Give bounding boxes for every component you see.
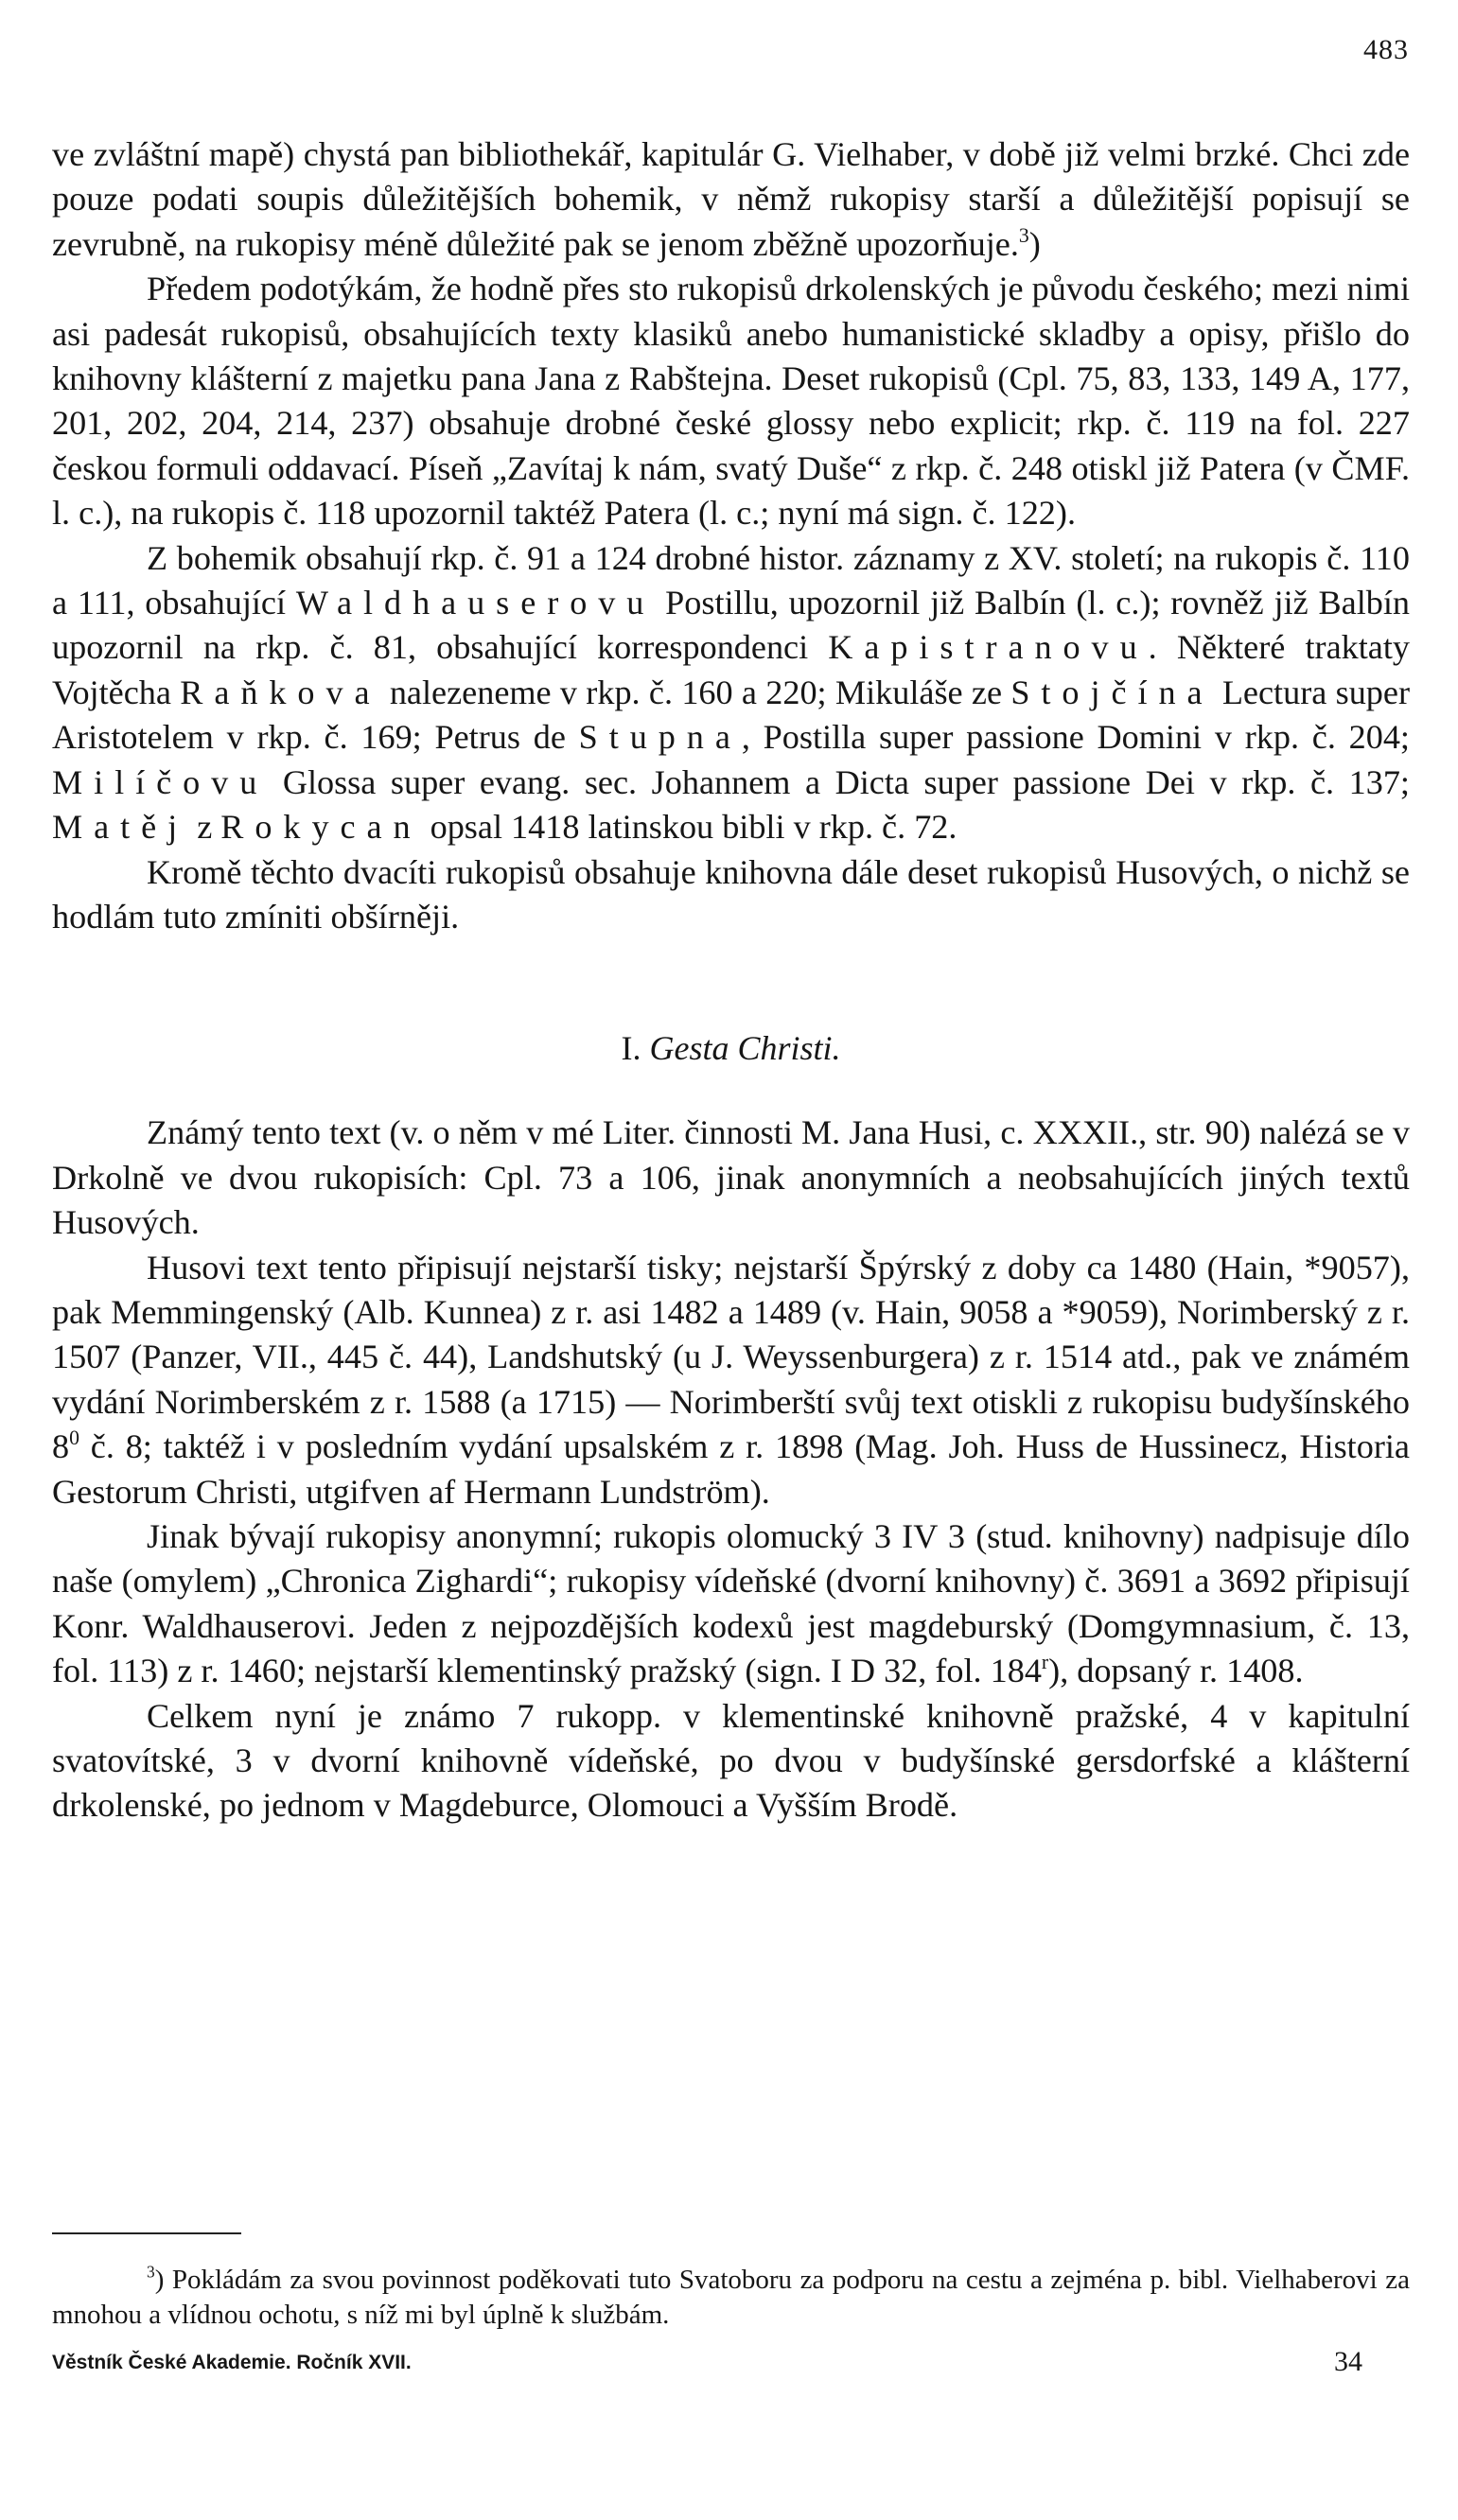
footnote-marker: 3 [147, 2262, 155, 2282]
spaced-name: Kapistranovu [828, 628, 1149, 667]
footnote-text: ) Pokládám za svou povinnost poděkovati tuto Svatoboru za podporu na cestu a zejména p. bibl. Vielhaberovi za mnohou a vlídnou ochotu, s níž mi byl úplně k službám. [52, 2265, 1410, 2330]
footnote [52, 2263, 1410, 2333]
paragraph [52, 1514, 1410, 1694]
footer [52, 2346, 1410, 2377]
text-run: Celkem nyní je známo 7 rukopp. v klementinské knihovně pražské, 4 v kapitulní svatovítské, 3 v dvorní knihovně vídeňské, po dvou v budyšínské gersdorfské a klášterní drkolenské, po jednom v Magdeburce, Olomouci a Vyšším Brodě. [52, 1696, 1410, 1825]
superscript: 0 [69, 1426, 79, 1450]
text-run: Předem podotýkám, že hodně přes sto rukopisů drkolenských je původu českého; mezi nimi asi padesát rukopisů, obsahujících texty klasiků anebo humanistické skladby a opisy, přišlo do knihovny klášterní z majetku pana Jana z Rabštejna. Deset rukopisů (Cpl. 75, 83, 133, 149 A, 177, 201, 202, 204, 214, 237) obsahuje drobné české glossy nebo explicit; rkp. č. 119 na fol. 227 českou formuli oddavací. Píseň „Zavítaj k nám, svatý Duše“ z rkp. č. 248 otiskl již Patera (v ČMF. l. c.), na rukopis č. 118 upozornil taktéž Patera (l. c.; nyní má sign. č. 122). [52, 270, 1410, 533]
text-run: Postillu, upozornil již Balbín (l. c.); rovněž již Balbín upozornil na rkp. č. 81, obsahující korrespondenci [52, 584, 1411, 667]
text-run: Kromě těchto dvacíti rukopisů obsahuje knihovna dále deset rukopisů Husových, o nichž se hodlám tuto zmíniti obšírněji. [52, 852, 1410, 936]
superscript: 3 [1018, 223, 1029, 247]
paragraph [52, 132, 1410, 267]
text-run: nalezeneme v rkp. č. 160 a 220; Mikuláše ze [380, 673, 1011, 711]
text-run: Jinak bývají rukopisy anonymní; rukopis olomucký 3 IV 3 (stud. knihovny) nadpisuje dílo naše (omylem) „Chronica Zighardi“; rukopisy vídeňské (dvorní knihovny) č. 3691 a 3692 připisují Konr. Waldhauserovi. Jeden z nejpozdějších kodexů jest magdeburský (Domgymnasium, č. 13, fol. 113) z r. 1460; nejstarší klementinský pražský (sign. I D 32, fol. 184 [52, 1516, 1410, 1690]
text-run: ), dopsaný r. 1408. [1048, 1652, 1304, 1690]
text-run: , Postilla super passione Domini v rkp. č. 204; [741, 718, 1410, 757]
spaced-name: Stupna [578, 718, 742, 757]
journal-name: Věstník České Akademie. Ročník XVII. [52, 2352, 412, 2373]
paragraph [52, 850, 1410, 940]
section-numeral: I. [621, 1029, 641, 1068]
text-run: z [188, 808, 221, 847]
text-run: č. 8; taktéž i v posledním vydání upsalském z r. 1898 (Mag. Joh. Huss de Hussinecz, Historia Gestorum Christi, utgifven af Hermann Lundström). [52, 1427, 1410, 1511]
spaced-name: Milíčovu [52, 762, 269, 801]
section-paragraphs [52, 1111, 1410, 1829]
spaced-name: Raňkova [180, 673, 381, 711]
sheet-signature: 34 [1334, 2346, 1362, 2377]
text-run: Husovi text tento připisují nejstarší tisky; nejstarší Špýrský z doby ca 1480 (Hain, *9057), pak Memmingenský (Alb. Kunnea) z r. asi 1482 a 1489 (v. Hain, 9058 a *9059), Norimberský z r. 1507 (Panzer, VII., 445 č. 44), Landshutský (u J. Weyssenburgera) z r. 1514 atd., pak ve známém vydání Norimberském z r. 1588 (a 1715) — Norimberští svůj text otiskli z rukopisu budyšínského 8 [52, 1248, 1410, 1466]
text-run: ) [1028, 224, 1041, 263]
spaced-name: Rokycan [220, 808, 422, 847]
intro-paragraphs [52, 132, 1410, 939]
paragraph [52, 536, 1410, 850]
superscript: r [1041, 1651, 1049, 1674]
paragraph [52, 1246, 1410, 1514]
spaced-name: Stojčína [1010, 673, 1214, 711]
paragraph [52, 267, 1410, 535]
paragraph [52, 1694, 1410, 1829]
spaced-name: Waldhauserovu [295, 584, 656, 622]
page-number: 483 [1363, 34, 1409, 65]
text-run: . Některé traktaty Vojtěcha [52, 628, 1410, 711]
text-run: Lectura super Aristotelem v rkp. č. 169; Petrus de [52, 673, 1411, 757]
spaced-name: Matěj [52, 808, 189, 847]
text-run: ve zvláštní mapě) chystá pan bibliothekář, kapitulár G. Vielhaber, v době již velmi brzké. Chci zde pouze podati soupis důležitějších bohemik, v němž rukopisy starší a důležitější popisují se zevrubně, na rukopisy méně důležité pak se jenom zběžně upozorňuje. [52, 135, 1410, 263]
text-run: Z bohemik obsahují rkp. č. 91 a 124 drobné histor. záznamy z XV. století; na rukopis č. 110 a 111, obsahující [52, 538, 1410, 622]
text-run: Známý tento text (v. o něm v mé Liter. činnosti M. Jana Husi, c. XXXII., str. 90) nalézá se v Drkolně ve dvou rukopisích: Cpl. 73 a 106, jinak anonymních a neobsahujících jiných textů Husových. [52, 1113, 1410, 1242]
paragraph [52, 1111, 1410, 1245]
body-text [52, 132, 1410, 1829]
text-run: Glossa super evang. sec. Johannem a Dicta super passione Dei v rkp. č. 137; [268, 762, 1410, 801]
text-run: opsal 1418 latinskou bibli v rkp. č. 72. [421, 808, 957, 847]
section-title: Gesta Christi. [649, 1029, 841, 1068]
section-heading [52, 1026, 1410, 1071]
footnote-rule [52, 2232, 241, 2234]
